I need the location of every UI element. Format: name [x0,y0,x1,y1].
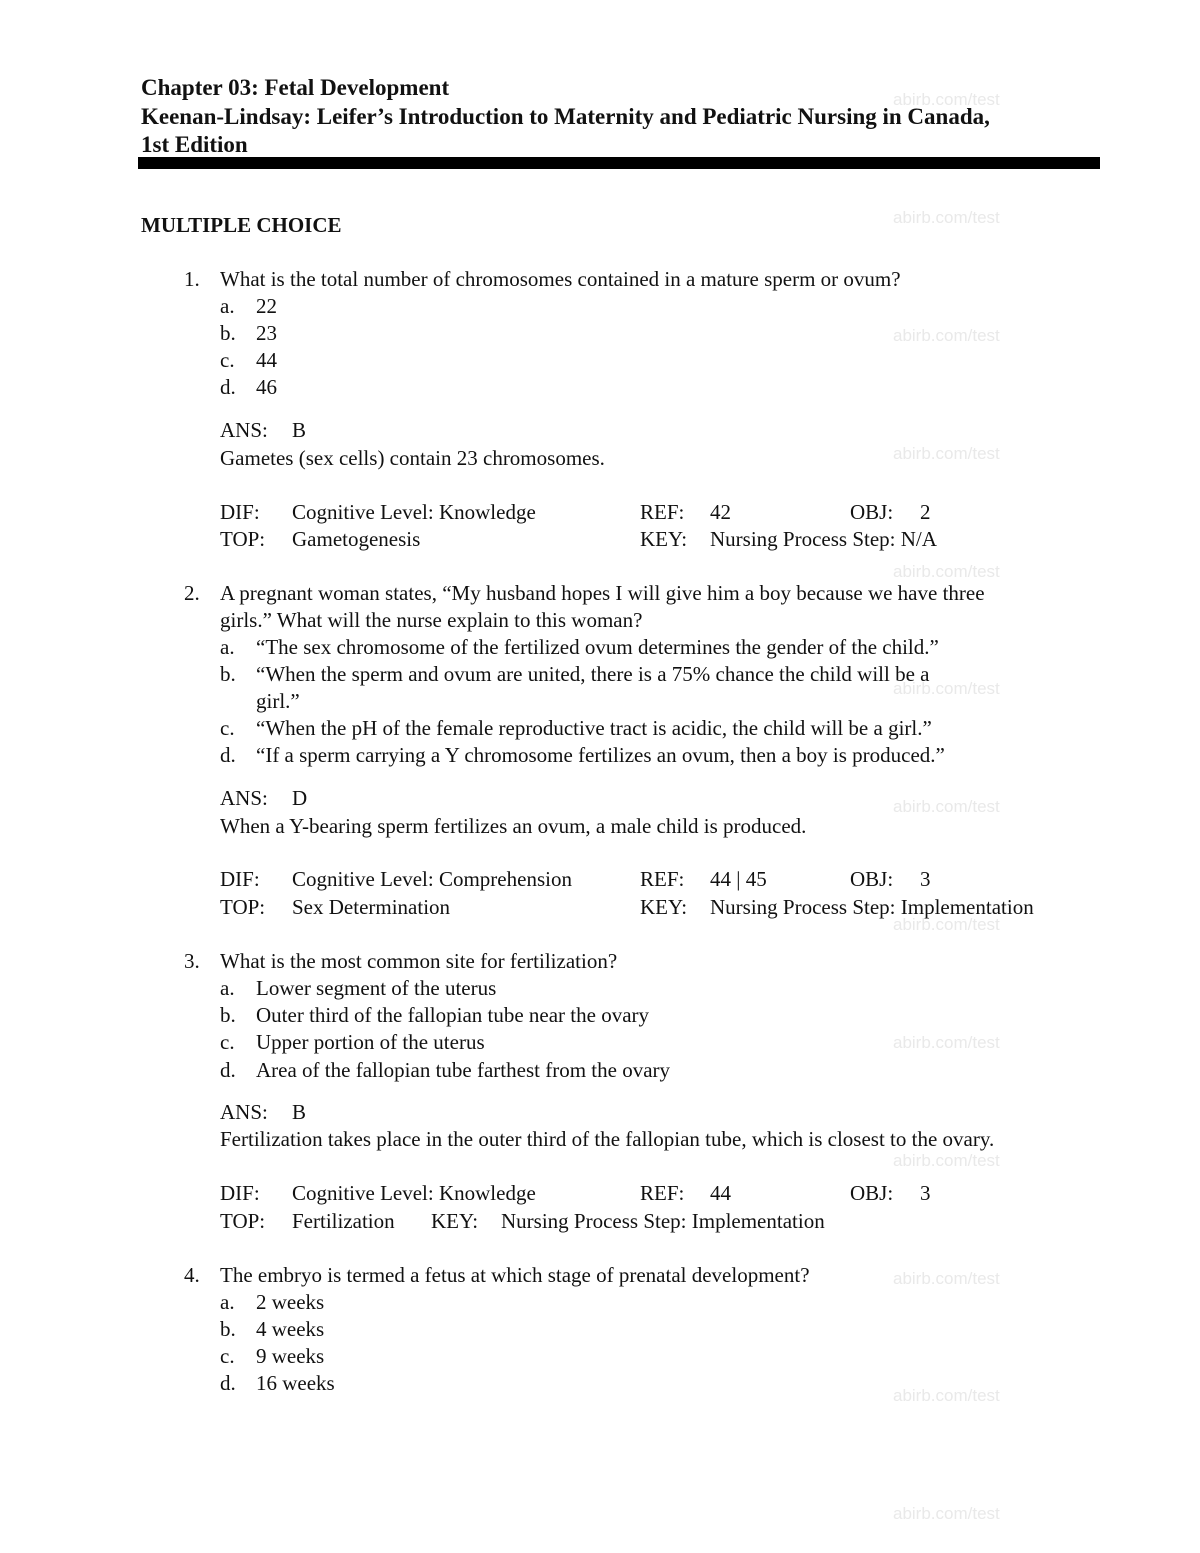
option-text: 44 [256,348,277,372]
ref-label: REF: [640,867,685,891]
answer-value: D [292,786,308,810]
question-stem: A pregnant woman states, “My husband hopes I will give him a boy because we have three [220,581,985,605]
chapter-title: Chapter 03: Fetal Development [141,75,450,100]
option-text: 4 weeks [256,1317,325,1341]
watermark: abirb.com/test [893,326,1000,345]
option-letter: a. [220,294,235,318]
key-label: KEY: [640,895,688,919]
question-stem: The embryo is termed a fetus at which stage of prenatal development? [220,1263,810,1287]
question-number: 3. [184,949,200,973]
dif-label: DIF: [220,1181,260,1205]
option-letter: a. [220,1290,235,1314]
watermark: abirb.com/test [893,1504,1000,1523]
option-letter: c. [220,348,235,372]
answer-value: B [292,1100,307,1124]
option-text: Outer third of the fallopian tube near the ovary [256,1003,650,1027]
watermark: abirb.com/test [893,679,1000,698]
answer-label: ANS: [220,1100,268,1124]
option-text: 23 [256,321,277,345]
watermark: abirb.com/test [893,90,1000,109]
watermark: abirb.com/test [893,1386,1000,1405]
option-letter: b. [220,1317,236,1341]
rationale: Fertilization takes place in the outer third of the fallopian tube, which is closest to the ovary. [220,1127,995,1151]
option-letter: d. [220,1371,236,1395]
ref-value: 44 [710,1181,731,1205]
option-text: girl.” [256,689,300,713]
watermark: abirb.com/test [893,797,1000,816]
answer-label: ANS: [220,786,268,810]
option-letter: c. [220,1344,235,1368]
key-value: Nursing Process Step: Implementation [501,1209,825,1233]
header-divider [138,157,1100,169]
option-text: Area of the fallopian tube farthest from the ovary [256,1058,671,1082]
question-number: 2. [184,581,200,605]
option-letter: b. [220,1003,236,1027]
ref-label: REF: [640,1181,685,1205]
ref-value: 42 [710,500,731,524]
key-label: KEY: [640,527,688,551]
option-text: “If a sperm carrying a Y chromosome fertilizes an ovum, then a boy is produced.” [256,743,945,767]
question-stem: girls.” What will the nurse explain to this woman? [220,608,643,632]
watermark: abirb.com/test [893,1269,1000,1288]
option-text: 16 weeks [256,1371,335,1395]
top-value: Fertilization [292,1209,395,1233]
watermark: abirb.com/test [893,1033,1000,1052]
option-text: “The sex chromosome of the fertilized ovum determines the gender of the child.” [256,635,939,659]
option-text: “When the pH of the female reproductive tract is acidic, the child will be a girl.” [256,716,932,740]
question-stem: What is the most common site for fertilization? [220,949,618,973]
book-title-line-2: 1st Edition [141,132,248,157]
dif-value: Cognitive Level: Comprehension [292,867,572,891]
key-label: KEY: [431,1209,479,1233]
option-letter: a. [220,635,235,659]
option-text: Upper portion of the uterus [256,1030,485,1054]
watermark: abirb.com/test [893,915,1000,934]
obj-value: 3 [920,1181,931,1205]
option-letter: d. [220,743,236,767]
watermark: abirb.com/test [893,444,1000,463]
top-value: Sex Determination [292,895,451,919]
question-stem: What is the total number of chromosomes contained in a mature sperm or ovum? [220,267,901,291]
option-letter: a. [220,976,235,1000]
question-number: 1. [184,267,200,291]
option-text: 9 weeks [256,1344,325,1368]
obj-value: 2 [920,500,931,524]
rationale: When a Y-bearing sperm fertilizes an ovum, a male child is produced. [220,814,807,838]
book-title-line-1: Keenan-Lindsay: Leifer’s Introduction to Maternity and Pediatric Nursing in Canada, [141,104,990,129]
obj-label: OBJ: [850,500,894,524]
answer-value: B [292,418,307,442]
dif-label: DIF: [220,500,260,524]
top-label: TOP: [220,1209,266,1233]
question-number: 4. [184,1263,200,1287]
ref-label: REF: [640,500,685,524]
option-letter: c. [220,1030,235,1054]
top-value: Gametogenesis [292,527,421,551]
answer-label: ANS: [220,418,268,442]
obj-value: 3 [920,867,931,891]
top-label: TOP: [220,895,266,919]
section-heading: MULTIPLE CHOICE [141,213,342,237]
option-text: 22 [256,294,277,318]
top-label: TOP: [220,527,266,551]
key-value: Nursing Process Step: Implementation [710,895,1034,919]
option-letter: d. [220,1058,236,1082]
obj-label: OBJ: [850,1181,894,1205]
option-text: 2 weeks [256,1290,325,1314]
option-letter: c. [220,716,235,740]
watermark: abirb.com/test [893,562,1000,581]
rationale: Gametes (sex cells) contain 23 chromosomes. [220,446,605,470]
option-letter: b. [220,321,236,345]
dif-value: Cognitive Level: Knowledge [292,1181,536,1205]
obj-label: OBJ: [850,867,894,891]
key-value: Nursing Process Step: N/A [710,527,937,551]
option-text: 46 [256,375,277,399]
option-letter: d. [220,375,236,399]
ref-value: 44 | 45 [710,867,767,891]
dif-label: DIF: [220,867,260,891]
option-text: Lower segment of the uterus [256,976,497,1000]
option-text: “When the sperm and ovum are united, there is a 75% chance the child will be a [256,662,930,686]
watermark: abirb.com/test [893,208,1000,227]
watermark: abirb.com/test [893,1151,1000,1170]
dif-value: Cognitive Level: Knowledge [292,500,536,524]
option-letter: b. [220,662,236,686]
